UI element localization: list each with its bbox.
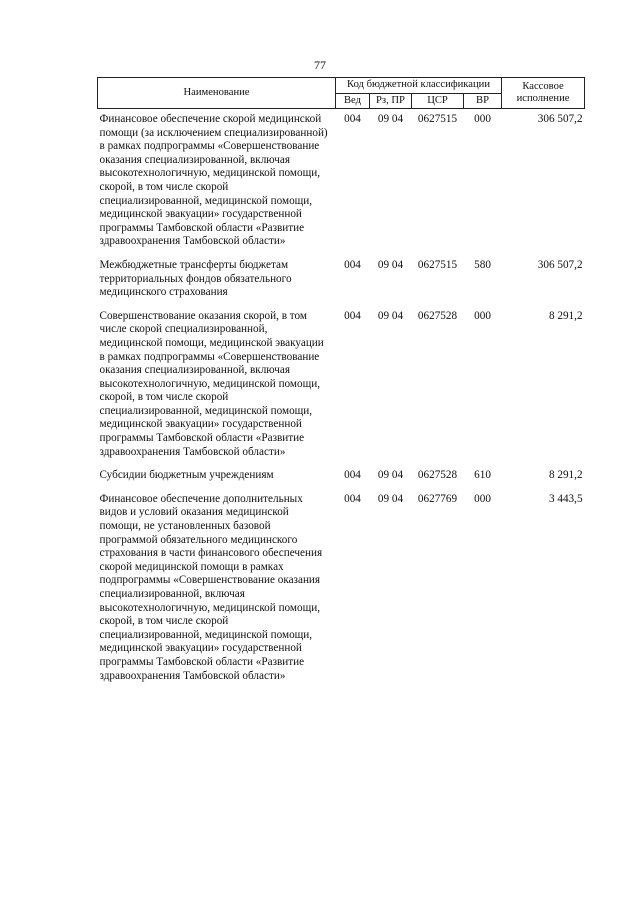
header-name: Наименование bbox=[98, 78, 336, 109]
row-amount: 306 507,2 bbox=[537, 113, 583, 125]
row-vr: 610 bbox=[474, 469, 491, 482]
row-amount: 8 291,2 bbox=[548, 469, 583, 482]
row-rz-pr: 09 04 bbox=[377, 469, 404, 482]
header-vr: ВР bbox=[464, 93, 502, 109]
row-vr: 000 bbox=[474, 113, 491, 125]
header-amount: Кассовое исполнение bbox=[502, 78, 585, 109]
row-csr: 0627515 bbox=[417, 258, 458, 271]
row-ved: 004 bbox=[344, 113, 361, 125]
table-row bbox=[98, 259, 585, 310]
table-row bbox=[98, 469, 585, 493]
header-ved: Вед bbox=[336, 93, 370, 109]
row-rz-pr: 09 04 bbox=[377, 492, 404, 505]
row-csr: 0627515 bbox=[417, 113, 458, 125]
table-row bbox=[98, 109, 585, 259]
row-name: Межбюджетные трансферты бюджетам территориальных фондов обязательного медицинского страхования bbox=[99, 258, 292, 299]
table-row bbox=[98, 310, 585, 470]
row-name: Финансовое обеспечение дополнительных видов и условий оказания медицинской помощи, не установленных базовой программой обязательного медицинского страхования в части финансового обеспечения скорой медицинской помощи в рамках подпрограммы «Совершенствование оказания специализированной, включая высокотехнологичную, медицинской помощи, скорой, в том числе скорой специализированной, медицинской помощи, медицинской эвакуации» государственной программы Тамбовской области «Развитие здравоохранения Тамбовской области» bbox=[99, 492, 323, 682]
row-vr: 580 bbox=[474, 258, 491, 271]
table-body bbox=[98, 109, 585, 694]
row-ved: 004 bbox=[344, 309, 361, 322]
header-csr: ЦСР bbox=[412, 93, 464, 109]
row-csr: 0627528 bbox=[417, 309, 458, 322]
row-name: Субсидии бюджетным учреждениям bbox=[99, 469, 274, 482]
header-classification-group: Код бюджетной классификации bbox=[336, 78, 502, 94]
row-name: Финансовое обеспечение скорой медицинской помощи (за исключением специализированной) в рамках подпрограммы «Совершенствование оказания специализированной, включая высокотехнологичную, медицинской помощи, скорой, в том числе скорой специализированной, медицинской помощи, медицинской эвакуации» государственной программы Тамбовской области «Развитие здравоохранения Тамбовской области» bbox=[99, 113, 328, 248]
row-ved: 004 bbox=[344, 492, 361, 505]
row-vr: 000 bbox=[474, 309, 491, 322]
row-vr: 000 bbox=[474, 492, 491, 505]
row-rz-pr: 09 04 bbox=[377, 113, 404, 125]
row-rz-pr: 09 04 bbox=[377, 309, 404, 322]
row-amount: 8 291,2 bbox=[548, 309, 583, 322]
row-ved: 004 bbox=[344, 469, 361, 482]
row-ved: 004 bbox=[344, 258, 361, 271]
page-number: 77 bbox=[314, 58, 326, 72]
row-csr: 0627528 bbox=[417, 469, 458, 482]
table-header bbox=[98, 78, 585, 109]
budget-execution-table bbox=[97, 77, 585, 693]
table-row bbox=[98, 493, 585, 693]
row-amount: 306 507,2 bbox=[537, 258, 583, 271]
row-csr: 0627769 bbox=[417, 492, 458, 505]
row-rz-pr: 09 04 bbox=[377, 258, 404, 271]
row-name: Совершенствование оказания скорой, в том числе скорой специализированной, медицинской помощи, медицинской эвакуации в рамках подпрограммы «Совершенствование оказания специализированной, включая высокотехнологичную, медицинской помощи, скорой, в том числе скорой специализированной, медицинской помощи, медицинской эвакуации» государственной программы Тамбовской области «Развитие здравоохранения Тамбовской области» bbox=[99, 309, 324, 458]
header-rz-pr: Рз, ПР bbox=[370, 93, 412, 109]
row-amount: 3 443,5 bbox=[548, 492, 583, 505]
